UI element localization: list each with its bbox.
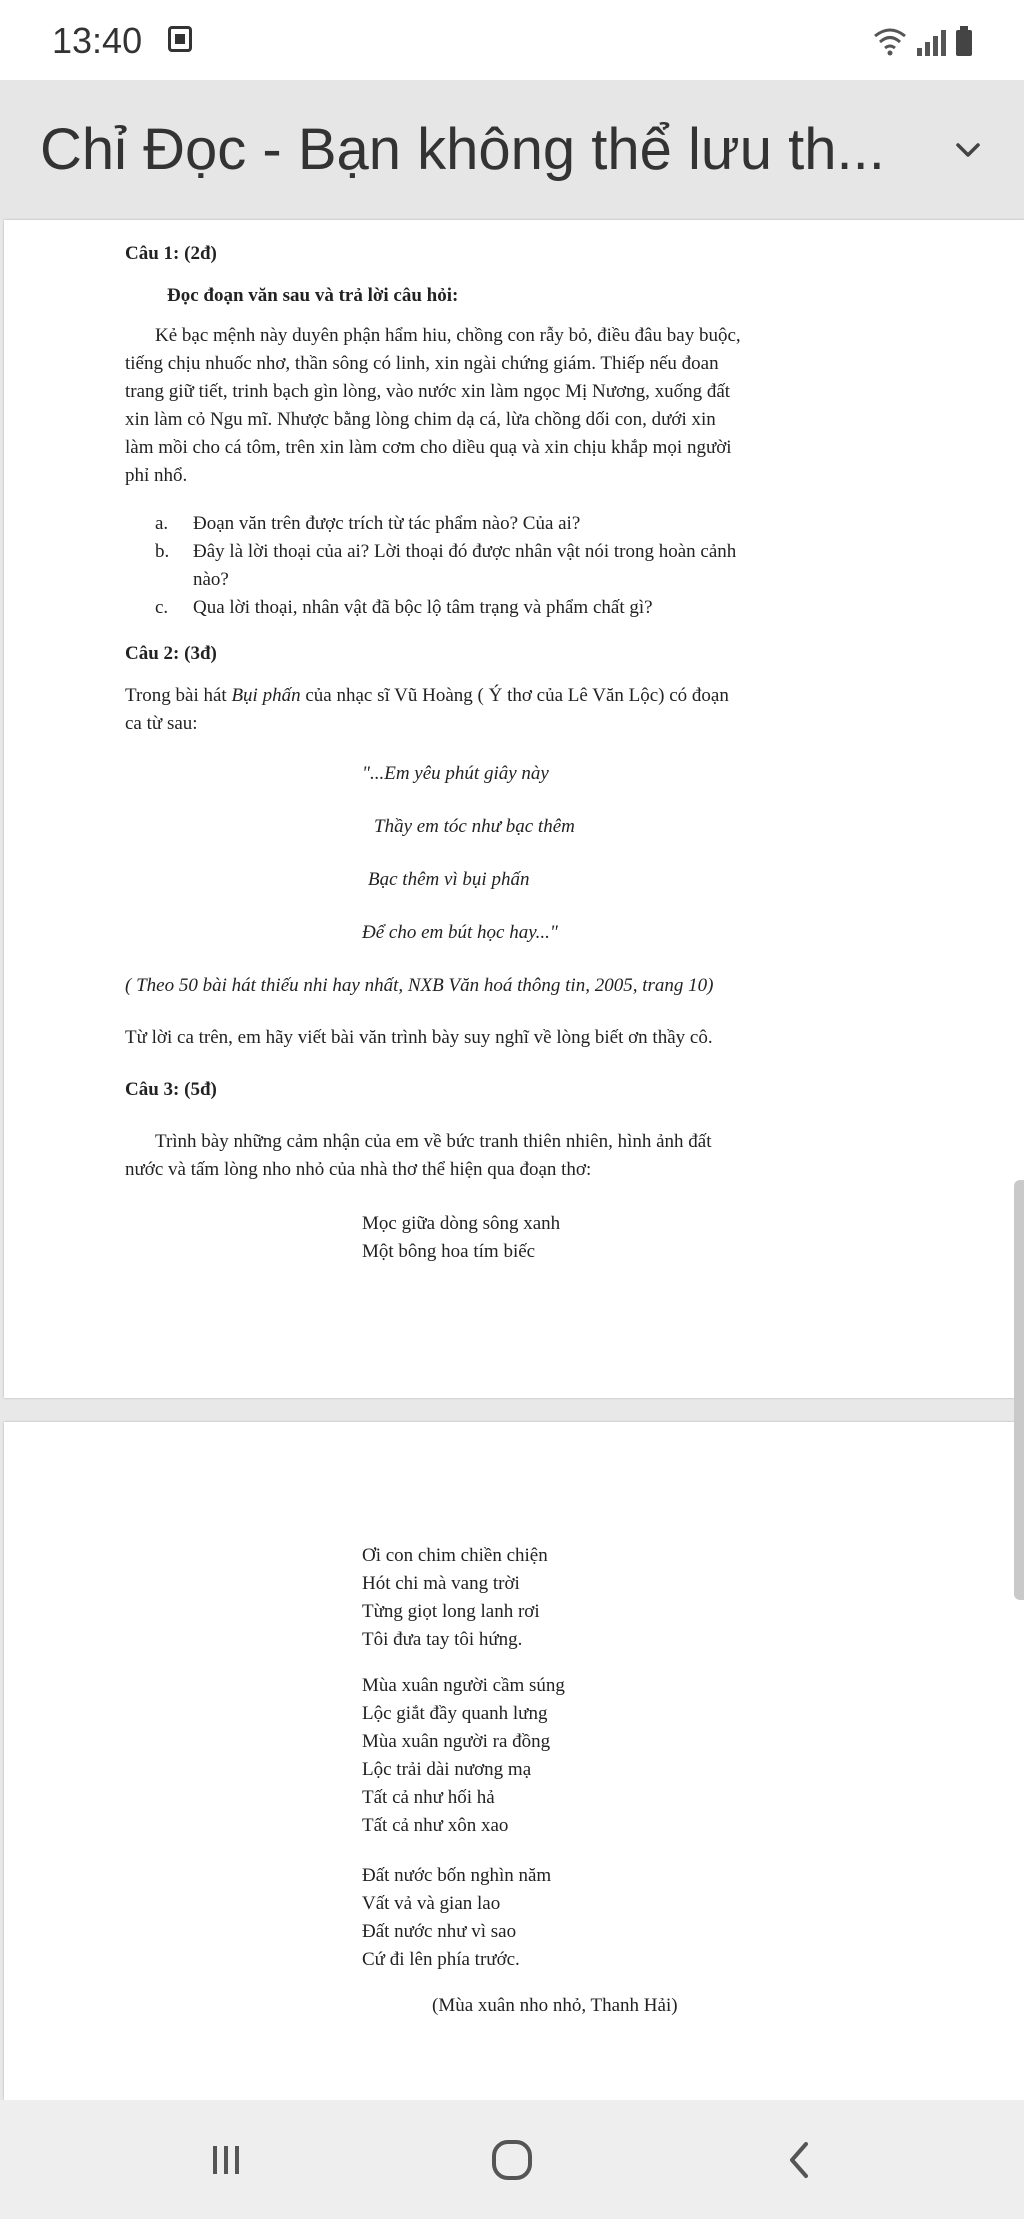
q3-task-line: Trình bày những cảm nhận của em về bức tranh thiên nhiên, hình ảnh đất: [155, 1131, 712, 1152]
q3-heading: Câu 3: (5đ): [125, 1079, 217, 1100]
document-page-1: [4, 220, 1024, 1398]
lyric-line: Thầy em tóc như bạc thêm: [374, 816, 575, 837]
q1-instruction: Đọc đoạn văn sau và trả lời câu hỏi:: [167, 285, 459, 306]
poem-line: Tất cả như hối hả: [362, 1787, 495, 1808]
chevron-down-icon[interactable]: [948, 130, 988, 170]
passage-line: tiếng chịu nhuốc nhơ, thần sông có linh, xin ngài chứng giám. Thiếp nếu đoan: [125, 353, 719, 374]
status-icons: [873, 22, 972, 56]
poem-stanza-3: [362, 1672, 565, 1840]
q1-heading: Câu 1: (2đ): [125, 243, 217, 264]
item-text: Đoạn văn trên được trích từ tác phẩm nào? Của ai?: [193, 513, 581, 534]
poem-line: Ơi con chim chiền chiện: [362, 1545, 548, 1566]
q3-task-line: nước và tấm lòng nho nhỏ của nhà thơ thể hiện qua đoạn thơ:: [125, 1159, 592, 1180]
lyric-line: "...Em yêu phút giây này: [362, 763, 549, 784]
passage-line: phỉ nhổ.: [125, 465, 188, 486]
q2-intro-text: của nhạc sĩ Vũ Hoàng ( Ý thơ của Lê Văn Lộc) có đoạn: [300, 685, 729, 706]
q2-heading: Câu 2: (3đ): [125, 643, 217, 664]
poem-line: Tôi đưa tay tôi hứng.: [362, 1629, 523, 1650]
item-text: Qua lời thoại, nhân vật đã bộc lộ tâm trạng và phẩm chất gì?: [193, 597, 653, 618]
q1-item-b: [155, 538, 915, 566]
q2-source: ( Theo 50 bài hát thiếu nhi hay nhất, NXB Văn hoá thông tin, 2005, trang 10): [125, 975, 714, 996]
item-text: Đây là lời thoại của ai? Lời thoại đó được nhân vật nói trong hoàn cảnh: [193, 541, 737, 562]
q1-item-a: [155, 510, 915, 538]
document-title: Chỉ Đọc - Bạn không thể lưu th...: [40, 117, 885, 182]
scrollbar-thumb[interactable]: [1014, 1180, 1024, 1600]
battery-icon: [956, 26, 972, 56]
passage-line: xin làm cỏ Ngu mĩ. Nhược bằng lòng chim dạ cá, lừa chồng dối con, dưới xin: [125, 409, 716, 430]
poem-line: Mọc giữa dòng sông xanh: [362, 1213, 561, 1234]
poem-line: Tất cả như xôn xao: [362, 1815, 509, 1836]
poem-source: (Mùa xuân nho nhỏ, Thanh Hải): [432, 1995, 678, 2016]
signal-icon: [917, 26, 946, 56]
poem-line: Đất nước bốn nghìn năm: [362, 1865, 552, 1886]
poem-line: Lộc giắt đầy quanh lưng: [362, 1703, 548, 1724]
q2-intro-line2: ca từ sau:: [125, 713, 198, 734]
passage-line: trang giữ tiết, trinh bạch gìn lòng, vào nước xin làm ngọc Mị Nương, xuống đất: [125, 381, 731, 402]
poem-line: Một bông hoa tím biếc: [362, 1241, 536, 1262]
poem-stanza-1: [362, 1210, 560, 1266]
screenshot-notification-icon: [168, 26, 192, 52]
recent-apps-icon[interactable]: [196, 2130, 256, 2190]
passage-line: Kẻ bạc mệnh này duyên phận hẩm hiu, chồng con rẫy bỏ, điều đâu bay buộc,: [155, 325, 741, 346]
poem-line: Từng giọt long lanh rơi: [362, 1601, 540, 1622]
q3-task: [125, 1128, 915, 1184]
poem-line: Hót chi mà vang trời: [362, 1573, 520, 1594]
status-bar: [0, 0, 1024, 80]
item-text-cont: nào?: [193, 569, 229, 590]
document-header: [0, 80, 1024, 220]
navigation-bar: [0, 2100, 1024, 2219]
poem-line: Đất nước như vì sao: [362, 1921, 517, 1942]
q1-item-c: [155, 594, 915, 622]
poem-line: Mùa xuân người ra đồng: [362, 1731, 551, 1752]
song-title: Bụi phấn: [231, 685, 301, 706]
document-page-2: [4, 1422, 1024, 2100]
wifi-icon: [873, 26, 907, 56]
back-icon[interactable]: [770, 2130, 830, 2190]
home-icon[interactable]: [482, 2130, 542, 2190]
poem-stanza-2: [362, 1542, 548, 1654]
lyric-line: Để cho em bút học hay...": [362, 922, 558, 943]
q1-passage: [125, 322, 915, 490]
q1-items: [155, 510, 915, 622]
q2-task: Từ lời ca trên, em hãy viết bài văn trình bày suy nghĩ về lòng biết ơn thầy cô.: [125, 1027, 713, 1048]
lyric-line: Bạc thêm vì bụi phấn: [368, 869, 530, 890]
poem-line: Cứ đi lên phía trước.: [362, 1949, 520, 1970]
poem-line: Vất vả và gian lao: [362, 1893, 501, 1914]
item-marker: a.: [155, 513, 169, 534]
poem-line: Mùa xuân người cầm súng: [362, 1675, 565, 1696]
poem-line: Lộc trải dài nương mạ: [362, 1759, 532, 1780]
q2-intro-text: Trong bài hát: [125, 685, 232, 706]
poem-stanza-4: [362, 1862, 551, 1974]
status-time: 13:40: [52, 20, 143, 61]
item-marker: b.: [155, 541, 170, 562]
q2-intro: [125, 682, 915, 738]
passage-line: làm mồi cho cá tôm, trên xin làm cơm cho diều quạ và xin chịu khắp mọi người: [125, 437, 732, 458]
item-marker: c.: [155, 597, 169, 618]
